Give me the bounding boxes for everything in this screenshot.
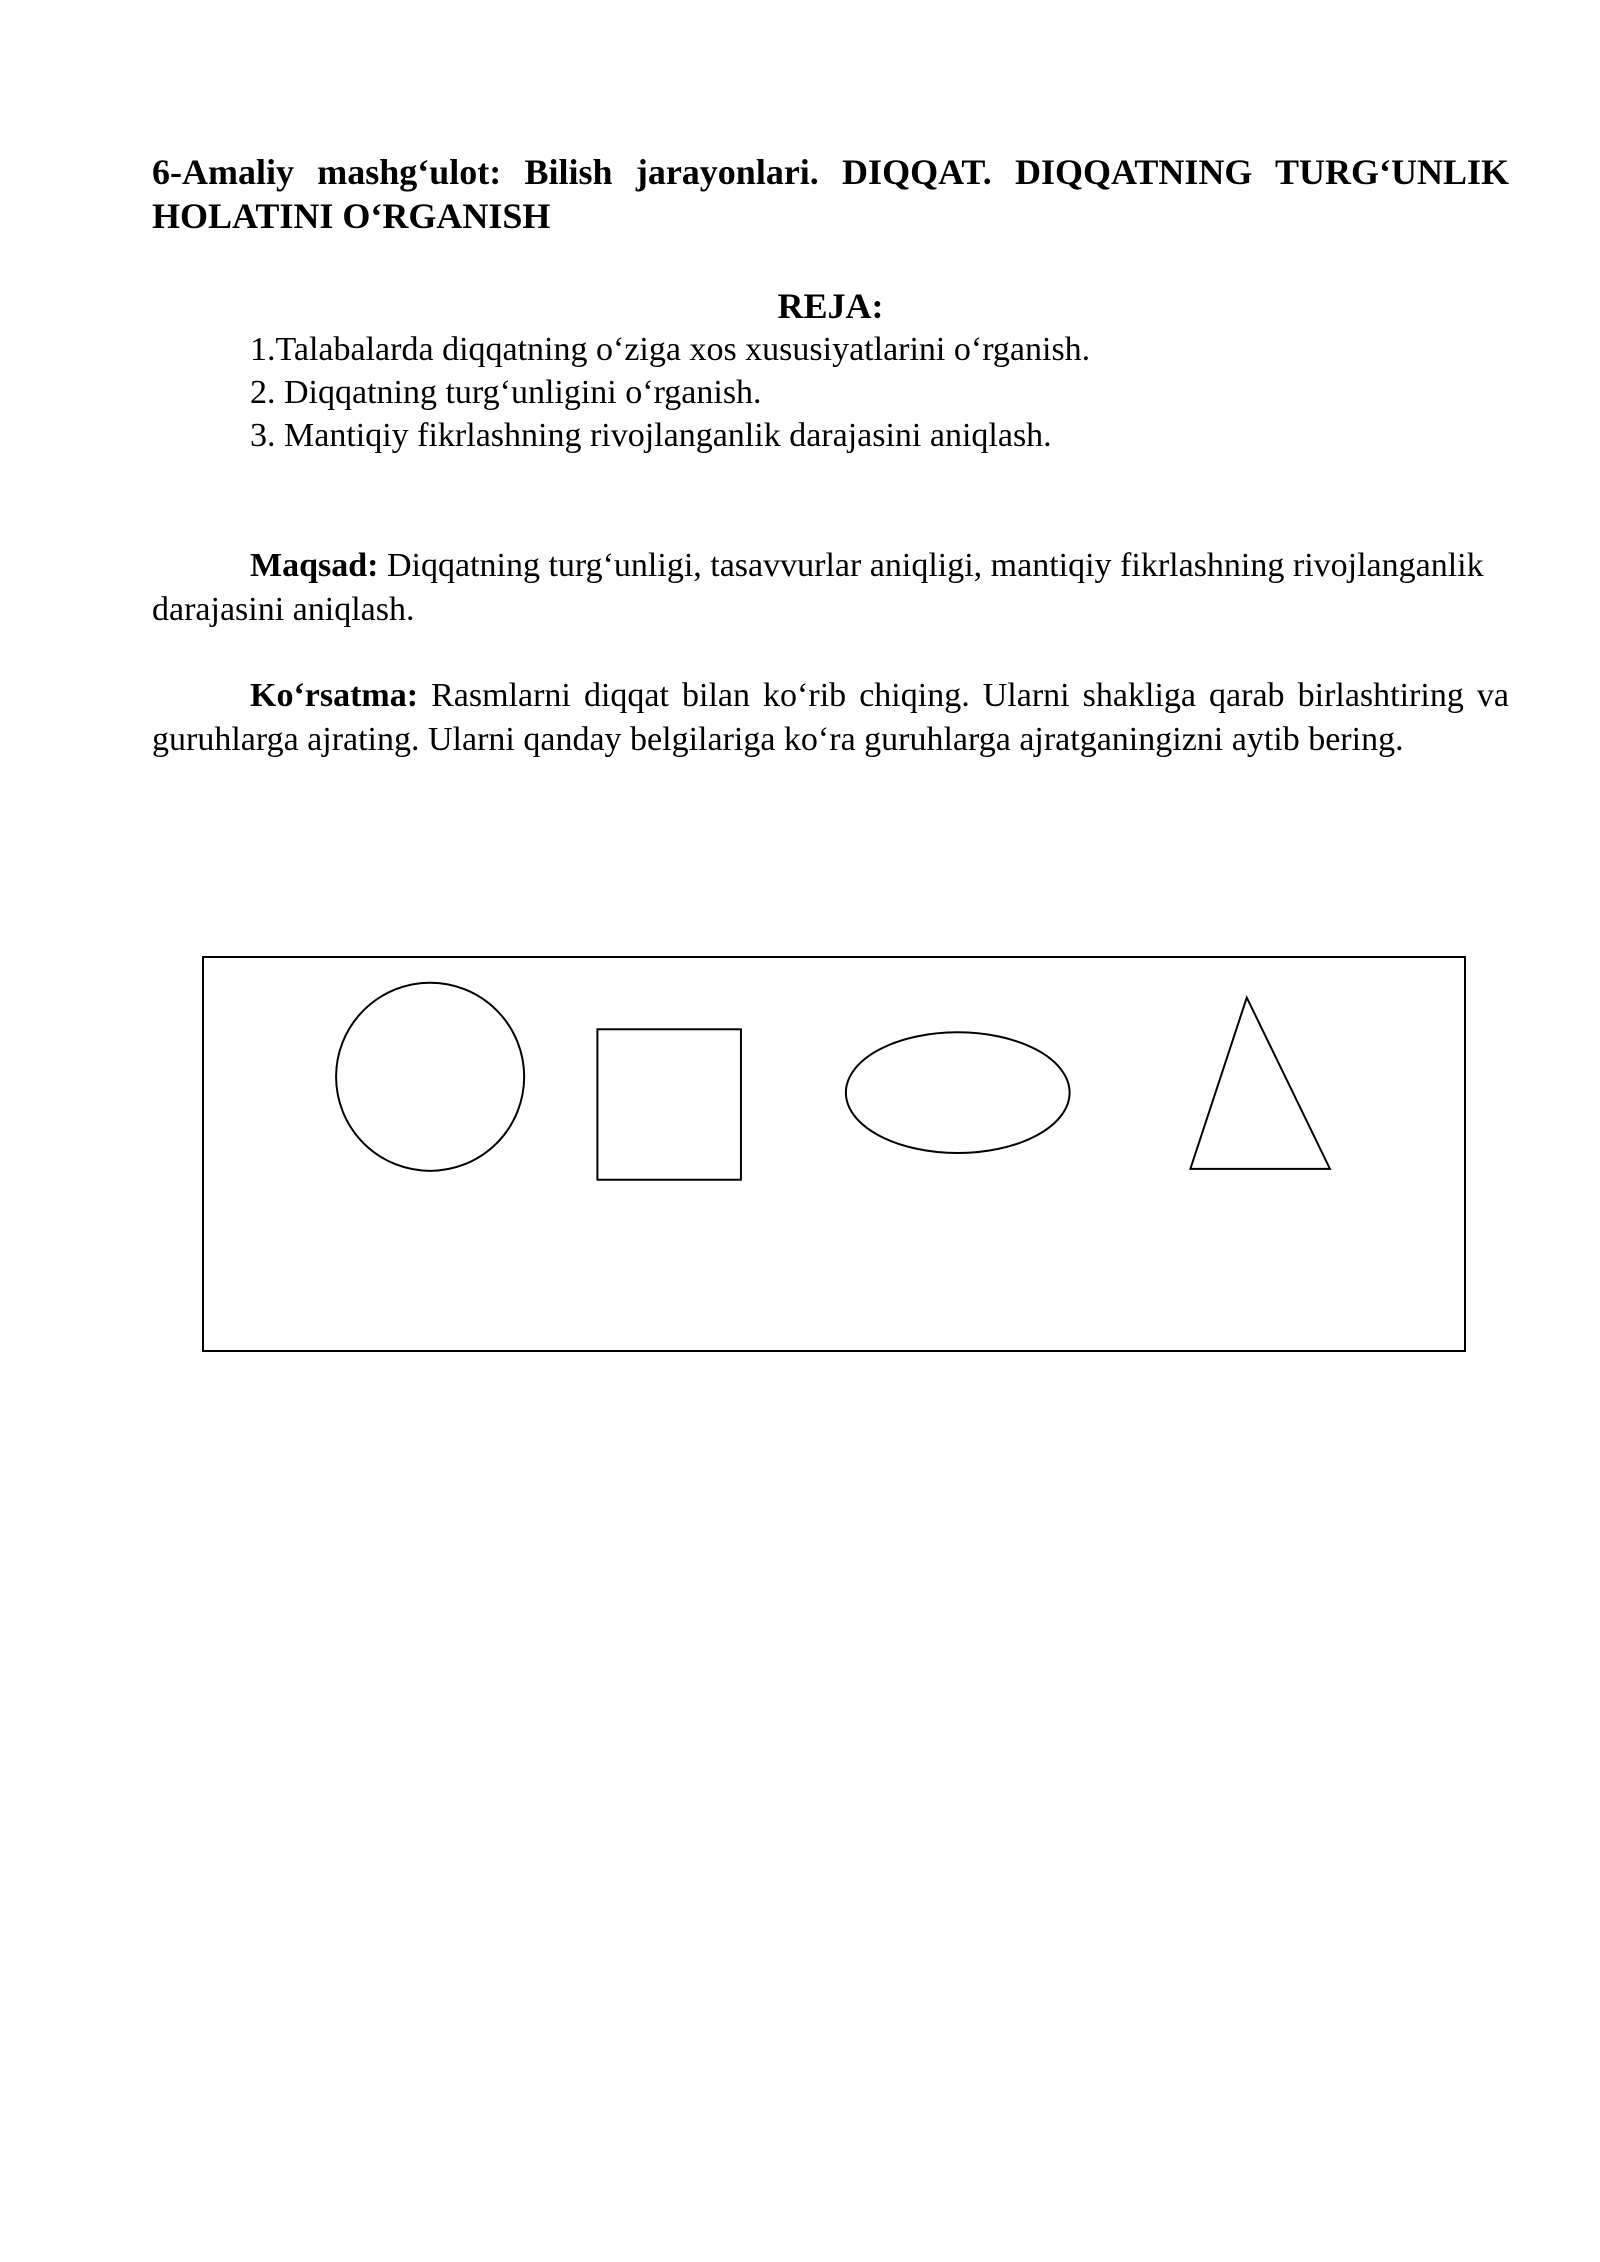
- triangle-shape: [1190, 998, 1330, 1169]
- instruction-text: Rasmlarni diqqat bilan ko‘rib chiqing. Ularni shakliga qarab birlashtiring va guruhlarga ajrating. Ularni qanday belgilariga ko‘ra guruhlarga ajratganingizni aytib bering.: [152, 677, 1509, 758]
- goal-paragraph: [152, 544, 1509, 632]
- plan-item: 1.Talabalarda diqqatning o‘ziga xos xususiyatlarini o‘rganish.: [250, 331, 1091, 368]
- plan-item: 2. Diqqatning turg‘unligini o‘rganish.: [250, 374, 762, 411]
- plan-list: [250, 328, 1500, 457]
- instruction-label: Ko‘rsatma:: [250, 677, 419, 714]
- instruction-paragraph: [152, 674, 1509, 762]
- document-title: 6-Amaliy mashg‘ulot: Bilish jarayonlari. DIQQAT. DIQQATNING TURG‘UNLIK HOLATINI O‘RGANISH: [152, 152, 1509, 236]
- plan-heading: REJA:: [777, 286, 884, 326]
- square-shape: [597, 1029, 741, 1179]
- goal-label: Maqsad:: [250, 547, 379, 584]
- circle-shape: [336, 983, 524, 1171]
- shapes-figure: [202, 956, 1466, 1352]
- ellipse-shape: [846, 1032, 1070, 1153]
- goal-text: Diqqatning turg‘unligi, tasavvurlar aniqligi, mantiqiy fikrlashning rivojlanganlik darajasini aniqlash.: [152, 547, 1484, 628]
- plan-item: 3. Mantiqiy fikrlashning rivojlanganlik darajasini aniqlash.: [250, 417, 1052, 454]
- shapes-figure-drawing: [204, 958, 1464, 1350]
